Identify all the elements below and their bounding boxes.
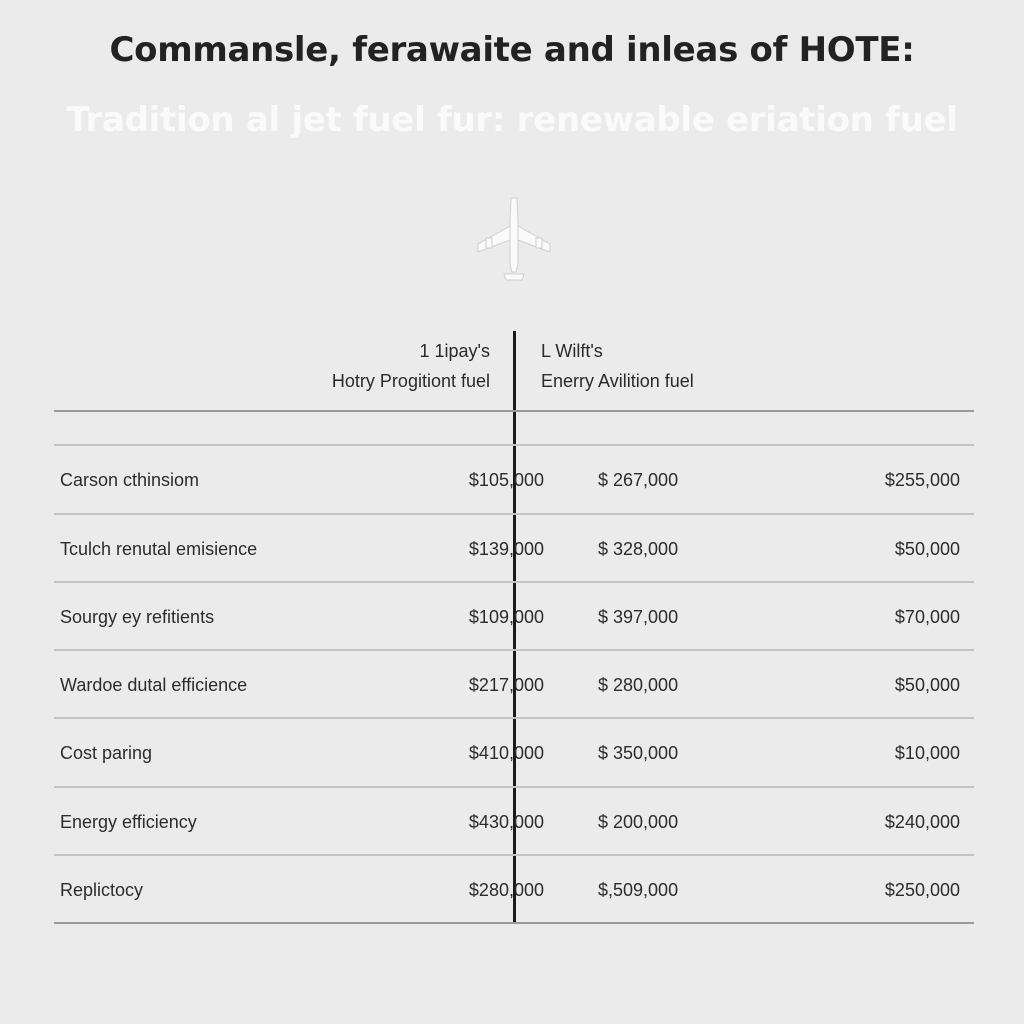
cell-renewable: $,509,000	[598, 880, 679, 900]
cell-renewable: $ 280,000	[598, 675, 679, 695]
column-header-line: Hotry Progitiont fuel	[331, 371, 490, 391]
cell-renewable: $ 200,000	[598, 812, 679, 832]
table-row	[54, 651, 974, 719]
cell-traditional: $217,000	[468, 675, 544, 695]
column-header-line: L Wilft's	[541, 341, 603, 361]
cell-difference: $70,000	[894, 607, 960, 627]
column-header-renewable	[541, 336, 694, 396]
column-header-line: 1 1ipay's	[419, 341, 490, 361]
cell-difference: $255,000	[884, 470, 960, 490]
row-label: Tculch renutal emisience	[60, 539, 258, 559]
page-title: Commansle, ferawaite and inleas of HOTE:	[109, 30, 915, 70]
row-label: Energy efficiency	[60, 812, 197, 832]
column-header-traditional	[332, 336, 490, 396]
table-row	[54, 856, 974, 924]
column-header-line: Enerry Avilition fuel	[541, 371, 694, 391]
page-subtitle: Tradition al jet fuel fur: renewable eriation fuel	[66, 100, 958, 140]
row-label: Cost paring	[60, 743, 153, 763]
cell-difference: $250,000	[884, 880, 960, 900]
cell-renewable: $ 328,000	[598, 539, 679, 559]
row-label: Wardoe dutal efficience	[60, 675, 248, 695]
cell-renewable: $ 350,000	[598, 743, 679, 763]
cell-traditional: $430,000	[468, 812, 544, 832]
cell-traditional: $280,000	[468, 880, 544, 900]
row-label: Replictocy	[60, 880, 144, 900]
cell-traditional: $410,000	[468, 743, 544, 763]
table-row	[54, 515, 974, 583]
table-row	[54, 788, 974, 856]
cell-difference: $50,000	[894, 539, 960, 559]
cell-renewable: $ 267,000	[598, 470, 679, 490]
header-rule	[54, 410, 974, 412]
cell-difference: $50,000	[894, 675, 960, 695]
row-label: Carson cthinsiom	[60, 470, 200, 490]
cell-difference: $240,000	[884, 812, 960, 832]
table-row	[54, 583, 974, 651]
table-row	[54, 719, 974, 787]
airplane-icon	[474, 192, 554, 282]
cell-difference: $10,000	[894, 743, 960, 763]
table-row	[54, 446, 974, 514]
cell-renewable: $ 397,000	[598, 607, 679, 627]
table-bottom-rule	[54, 922, 974, 924]
cell-traditional: $105,000	[468, 470, 544, 490]
cell-traditional: $109,000	[468, 607, 544, 627]
cell-traditional: $139,000	[468, 539, 544, 559]
row-label: Sourgy ey refitients	[60, 607, 215, 627]
